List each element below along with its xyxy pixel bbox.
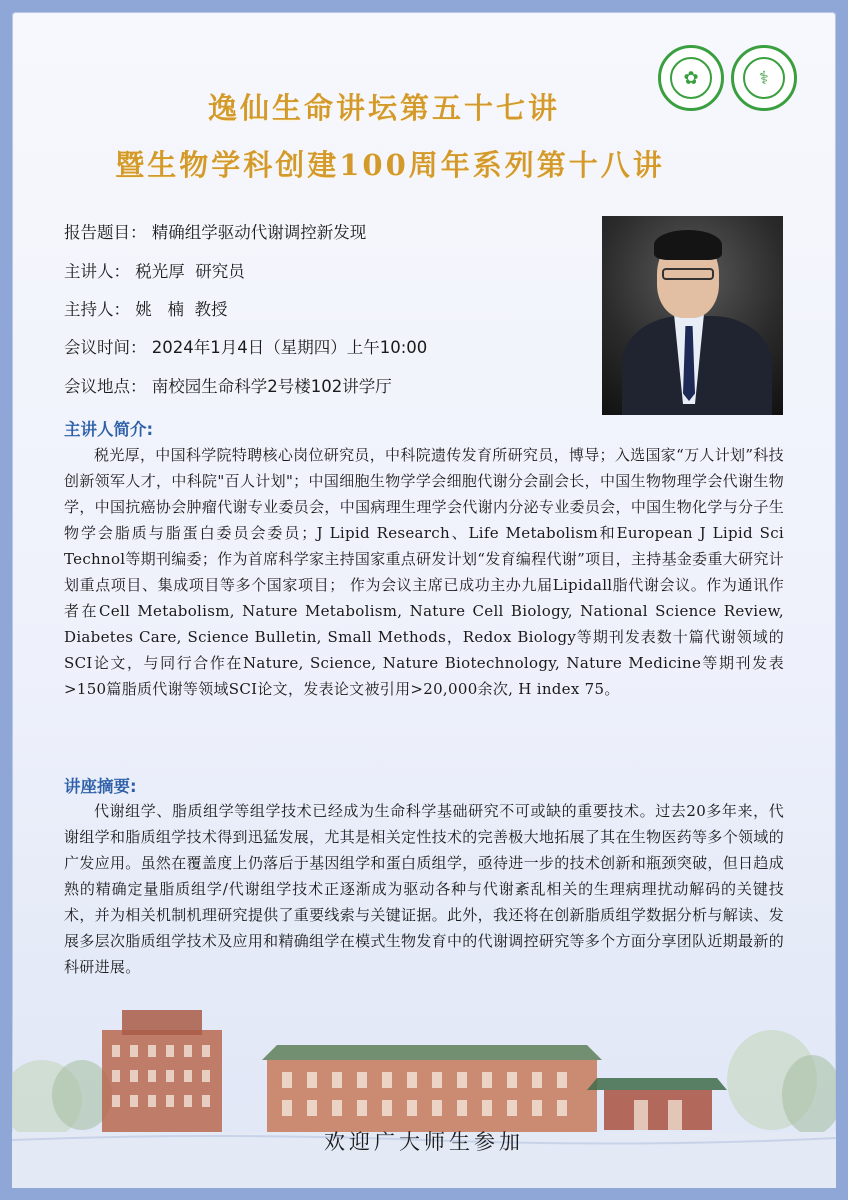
place-row	[64, 373, 392, 397]
time-label: 会议时间：	[64, 338, 147, 357]
host-value: 姚 楠 教授	[135, 300, 228, 319]
place-label: 会议地点：	[64, 377, 147, 396]
dna-icon: ⚕	[743, 57, 785, 99]
bio-heading: 主讲人简介:	[64, 420, 154, 439]
topic-row	[64, 219, 366, 243]
topic-value: 精确组学驱动代谢调控新发现	[151, 223, 367, 242]
speaker-photo	[602, 216, 783, 415]
welcome-message: 欢迎广大师生参加	[324, 1130, 524, 1154]
time-value: 2024年1月4日（星期四）上午10:00	[151, 338, 428, 357]
leaf-icon: ✿	[670, 57, 712, 99]
place-value: 南校园生命科学2号楼102讲学厅	[151, 377, 392, 396]
time-row	[64, 334, 427, 358]
host-row	[64, 296, 227, 320]
title-line-2: 暨生物学科创建100周年系列第十八讲	[115, 148, 665, 182]
abstract-text: 代谢组学、脂质组学等组学技术已经成为生命科学基础研究不可或缺的重要技术。过去20多年来，代谢组学和脂质组学技术得到迅猛发展，尤其是相关定性技术的完善极大地拓展了其在生物医药等多个领域的广发应用。虽然在覆盖度上仍落后于基因组学和蛋白质组学，亟待进一步的技术创新和瓶颈突破，但日趋成熟的精确定量脂质组学/代谢组学技术正逐渐成为驱动各种与代谢紊乱相关的生理病理扰动解码的关键技术，并为相关机制机理研究提供了重要线索与关键证据。此外，我还将在创新脂质组学数据分析与解读、发展多层次脂质组学技术及应用和精确组学在模式生物发育中的代谢调控研究等多个方面分享团队近期最新的科研进展。	[64, 802, 784, 976]
speaker-label: 主讲人：	[64, 262, 130, 281]
campus-buildings-illustration	[12, 1000, 836, 1188]
speaker-row	[64, 258, 245, 282]
abstract-heading: 讲座摘要:	[64, 777, 137, 796]
title-line-1: 逸仙生命讲坛第五十七讲	[207, 91, 560, 125]
bio-text: 税光厚，中国科学院特聘核心岗位研究员，中科院遗传发育所研究员，博导；入选国家“万人计划”科技创新领军人才，中科院"百人计划"；中国细胞生物学学会细胞代谢分会副会长，中国生物物理学会代谢生物学，中国抗癌协会肿瘤代谢专业委员会，中国病理生理学会代谢内分泌专业委员会，中国生物化学与分子生物学会脂质与脂蛋白委员会委员；J Lipid Research、Life Metabolism和European J Lipid Sci Technol等期刊编委；作为首席科学家主持国家重点研发计划“发育编程代谢”项目，主持基金委重大研究计划重点项目、集成项目等多个国家项目； 作为会议主席已成功主办九届Lipidall脂代谢会议。作为通讯作者在Cell Metabolism, Nature Metabolism, Nature Cell Biology, National Science Review, Diabetes Care, Science Bulletin, Small Methods，Redox Biology等期刊发表数十篇代谢领域的SCI论文，与同行合作在Nature, Science, Nature Biotechnology, Nature Medicine等期刊发表>150篇脂质代谢等领域SCI论文，发表论文被引用>20,000余次, H index 75。	[64, 446, 784, 698]
host-label: 主持人：	[64, 300, 130, 319]
topic-label: 报告题目：	[64, 223, 147, 242]
speaker-value: 税光厚 研究员	[135, 262, 245, 281]
